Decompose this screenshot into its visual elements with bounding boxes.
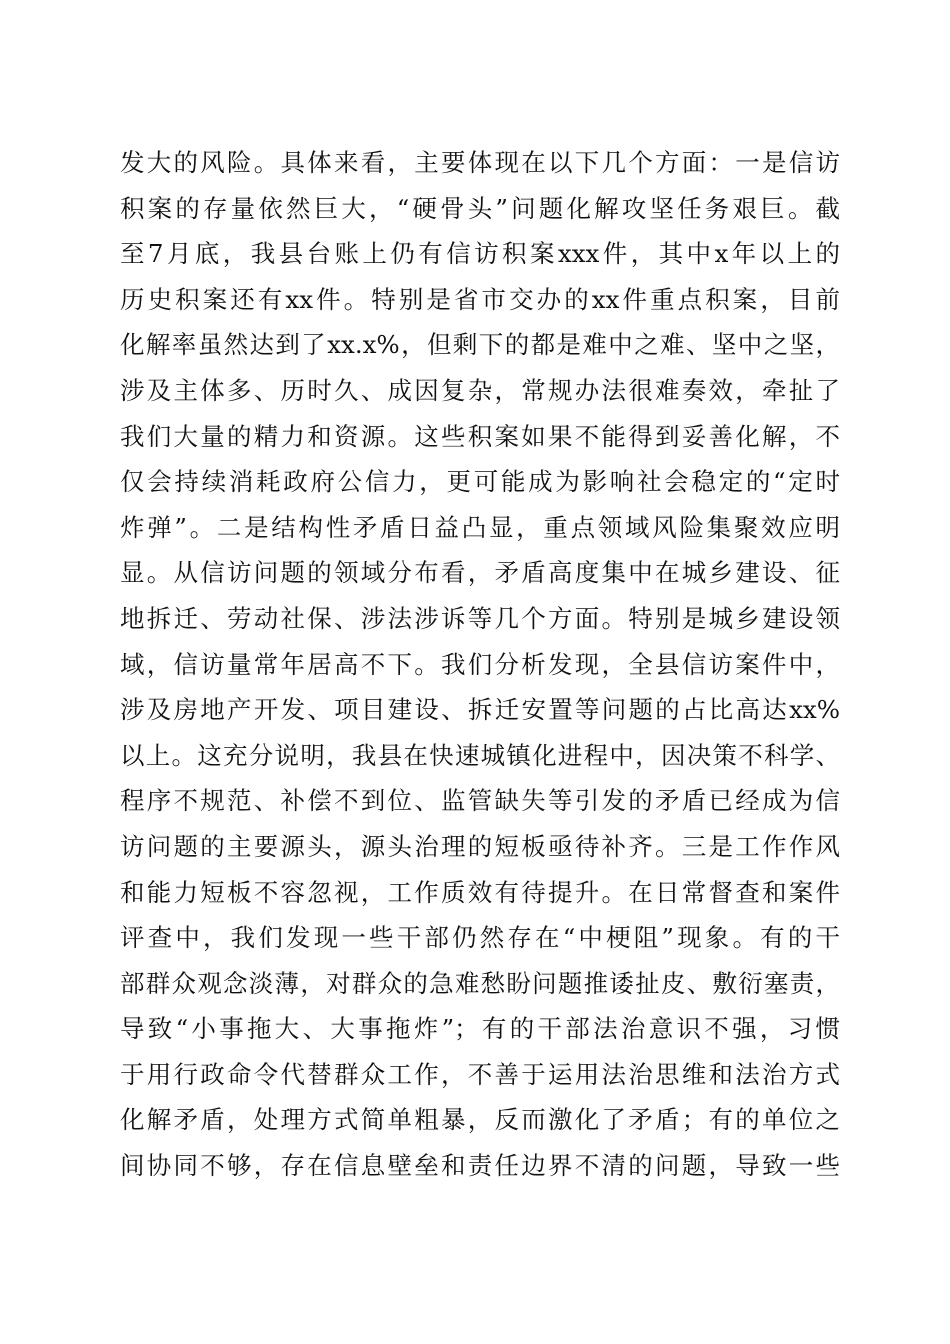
text-line: 涉及主体多、历时久、成因复杂，常规办法很难奏效，牵扯了	[120, 375, 840, 405]
text-line: 发大的风险。具体来看，主要体现在以下几个方面：一是信访	[120, 148, 840, 177]
text-line: 涉及房地产开发、项目建设、拆迁安置等问题的占比高达xx%	[120, 695, 840, 725]
text-line: 评查中，我们发现一些干部仍然存在“中梗阻”现象。有的干	[120, 923, 840, 953]
text-line: 域，信访量常年居高不下。我们分析发现，全县信访案件中，	[120, 649, 840, 679]
text-line: 以上。这充分说明，我县在快速城镇化进程中，因决策不科学、	[120, 740, 840, 770]
text-line: 访问题的主要源头，源头治理的短板亟待补齐。三是工作作风	[120, 831, 840, 861]
text-line: 历史积案还有xx件。特别是省市交办的xx件重点积案，目前	[120, 284, 840, 314]
text-line: 程序不规范、补偿不到位、监管缺失等引发的矛盾已经成为信	[120, 786, 840, 816]
text-line: 于用行政命令代替群众工作，不善于运用法治思维和法治方式	[120, 1059, 840, 1089]
text-line: 导致“小事拖大、大事拖炸”；有的干部法治意识不强，习惯	[120, 1014, 840, 1044]
text-line: 至7月底，我县台账上仍有信访积案xxx件，其中x年以上的	[120, 239, 840, 269]
text-line: 积案的存量依然巨大，“硬骨头”问题化解攻坚任务艰巨。截	[120, 193, 840, 223]
text-line: 间协同不够，存在信息壁垒和责任边界不清的问题，导致一些	[120, 1151, 840, 1181]
text-line: 我们大量的精力和资源。这些积案如果不能得到妥善化解，不	[120, 421, 840, 451]
text-line: 化解矛盾，处理方式简单粗暴，反而激化了矛盾；有的单位之	[120, 1105, 840, 1135]
text-line: 化解率虽然达到了xx.x%，但剩下的都是难中之难、坚中之坚，	[120, 330, 840, 360]
text-line: 部群众观念淡薄，对群众的急难愁盼问题推诿扯皮、敷衍塞责，	[120, 968, 840, 998]
text-line: 显。从信访问题的领域分布看，矛盾高度集中在城乡建设、征	[120, 558, 840, 588]
text-line: 仅会持续消耗政府公信力，更可能成为影响社会稳定的“定时	[120, 467, 840, 497]
body-paragraph	[120, 140, 840, 1189]
text-line: 地拆迁、劳动社保、涉法涉诉等几个方面。特别是城乡建设领	[120, 603, 840, 633]
text-line: 和能力短板不容忽视，工作质效有待提升。在日常督查和案件	[120, 877, 840, 907]
text-line: 炸弹”。二是结构性矛盾日益凸显，重点领域风险集聚效应明	[120, 512, 840, 542]
